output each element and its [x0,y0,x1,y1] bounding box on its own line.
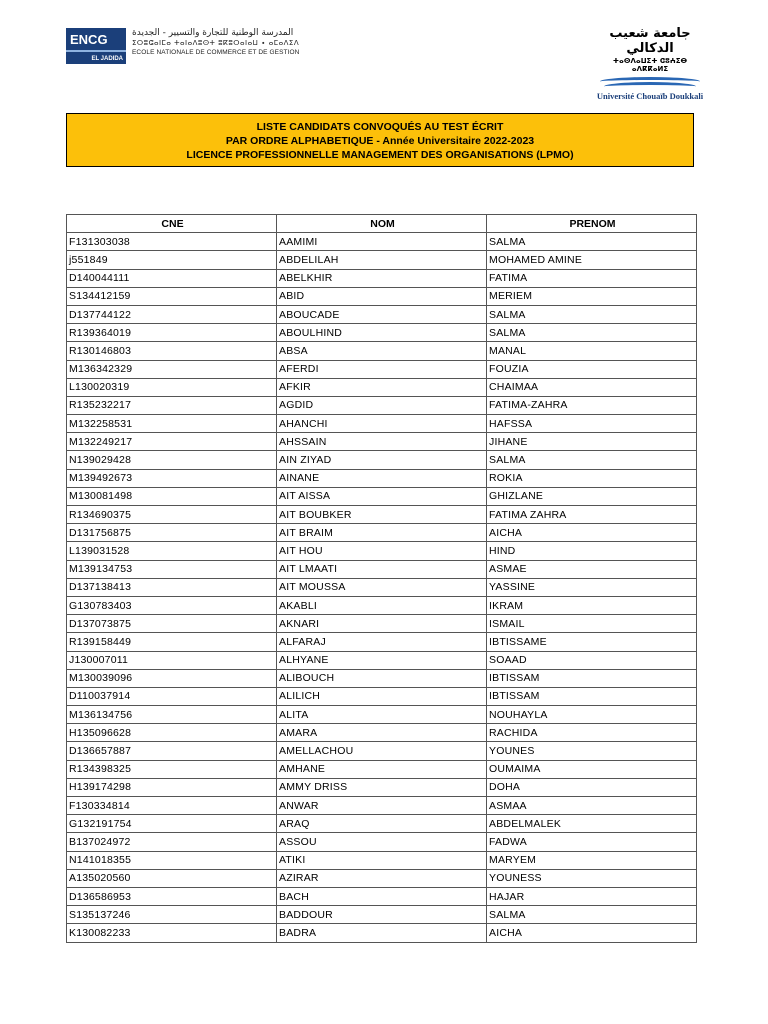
table-row [67,287,697,305]
cell-cne: D137744122 [67,305,277,323]
cell-prenom: RACHIDA [487,724,697,742]
cell-prenom: SALMA [487,305,697,323]
cell-nom: ALFARAJ [277,633,487,651]
cell-prenom: IKRAM [487,596,697,614]
cell-prenom: SALMA [487,451,697,469]
encg-logo-stripe [66,50,126,52]
cell-nom: ARAQ [277,815,487,833]
cell-nom: AIT BRAIM [277,524,487,542]
table-row [67,269,697,287]
cell-cne: H135096628 [67,724,277,742]
cell-cne: L130020319 [67,378,277,396]
cell-cne: B137024972 [67,833,277,851]
table-row [67,797,697,815]
cell-cne: M139134753 [67,560,277,578]
cell-cne: S135137246 [67,906,277,924]
cell-prenom: FATIMA-ZAHRA [487,396,697,414]
cell-prenom: IBTISSAME [487,633,697,651]
candidates-table [66,214,697,943]
table-row [67,433,697,451]
cell-cne: J130007011 [67,651,277,669]
document-title-box [66,113,694,167]
cell-prenom: JIHANE [487,433,697,451]
table-row [67,360,697,378]
cell-cne: R139364019 [67,324,277,342]
cell-nom: AAMIMI [277,233,487,251]
cell-prenom: ISMAIL [487,615,697,633]
cell-prenom: SOAAD [487,651,697,669]
cell-prenom: NOUHAYLA [487,706,697,724]
cell-prenom: ASMAE [487,560,697,578]
cell-prenom: FATIMA [487,269,697,287]
table-body [67,233,697,942]
cell-nom: ALIBOUCH [277,669,487,687]
cell-prenom: MANAL [487,342,697,360]
university-name-tifinagh: ⵜⴰⵙⴷⴰⵡⵉⵜ ⵛⵓⵄⵉⴱ ⴰⴷⴽⴽⴰⵍⵉ [612,57,688,73]
cell-prenom: ASMAA [487,797,697,815]
cell-prenom: YASSINE [487,578,697,596]
table-row [67,233,697,251]
cell-cne: D137073875 [67,615,277,633]
cell-prenom: GHIZLANE [487,487,697,505]
cell-cne: R134398325 [67,760,277,778]
table-row [67,706,697,724]
cell-cne: M136342329 [67,360,277,378]
cell-cne: D140044111 [67,269,277,287]
table-row [67,815,697,833]
cell-prenom: YOUNESS [487,869,697,887]
cell-nom: AMELLACHOU [277,742,487,760]
cell-prenom: ABDELMALEK [487,815,697,833]
cell-nom: AHSSAIN [277,433,487,451]
cell-cne: R134690375 [67,506,277,524]
encg-logo-subtext: EL JADIDA [91,56,123,62]
table-row [67,833,697,851]
table-row [67,469,697,487]
cell-prenom: AICHA [487,524,697,542]
title-line-1: LISTE CANDIDATS CONVOQUÉS AU TEST ÉCRIT [256,121,504,133]
table-row [67,887,697,905]
table-row [67,742,697,760]
cell-prenom: DOHA [487,778,697,796]
cell-prenom: IBTISSAM [487,687,697,705]
cell-nom: ABOUCADE [277,305,487,323]
cell-nom: ALHYANE [277,651,487,669]
encg-logo [66,28,126,64]
cell-prenom: FADWA [487,833,697,851]
column-header-cne: CNE [67,215,277,233]
cell-prenom: SALMA [487,324,697,342]
column-header-nom: NOM [277,215,487,233]
cell-cne: L139031528 [67,542,277,560]
cell-prenom: FOUZIA [487,360,697,378]
table-header-row [67,215,697,233]
cell-prenom: MARYEM [487,851,697,869]
cell-nom: BACH [277,887,487,905]
cell-prenom: ROKIA [487,469,697,487]
cell-nom: AIT MOUSSA [277,578,487,596]
cell-nom: BADRA [277,924,487,942]
table-row [67,578,697,596]
cell-nom: AHANCHI [277,415,487,433]
cell-cne: D136586953 [67,887,277,905]
cell-nom: AFERDI [277,360,487,378]
cell-prenom: CHAIMAA [487,378,697,396]
cell-nom: ABDELILAH [277,251,487,269]
cell-nom: AIT BOUBKER [277,506,487,524]
cell-nom: AMMY DRISS [277,778,487,796]
cell-cne: j551849 [67,251,277,269]
cell-cne: M136134756 [67,706,277,724]
cell-prenom: SALMA [487,906,697,924]
table-row [67,451,697,469]
cell-nom: ABID [277,287,487,305]
cell-cne: N139029428 [67,451,277,469]
cell-nom: AZIRAR [277,869,487,887]
cell-nom: ABSA [277,342,487,360]
table-row [67,687,697,705]
cell-cne: M130039096 [67,669,277,687]
table-row [67,487,697,505]
table-row [67,651,697,669]
table-row [67,906,697,924]
title-line-2: PAR ORDRE ALPHABETIQUE - Année Universitaire 2022-2023 [225,135,535,147]
cell-nom: ASSOU [277,833,487,851]
encg-name-arabic: المدرسة الوطنية للتجارة والتسيير - الجديدة [132,28,294,38]
cell-cne: D137138413 [67,578,277,596]
cell-nom: AIT LMAATI [277,560,487,578]
university-logo [594,26,706,101]
university-wave-emblem [594,75,706,91]
cell-nom: AMHANE [277,760,487,778]
encg-name-french: ECOLE NATIONALE DE COMMERCE ET DE GESTION [132,49,300,56]
cell-cne: R130146803 [67,342,277,360]
table-row [67,506,697,524]
cell-nom: AINANE [277,469,487,487]
table-row [67,851,697,869]
cell-nom: ABELKHIR [277,269,487,287]
cell-cne: M132258531 [67,415,277,433]
table-row [67,633,697,651]
cell-nom: ANWAR [277,797,487,815]
cell-nom: AIT AISSA [277,487,487,505]
cell-prenom: HIND [487,542,697,560]
cell-cne: M132249217 [67,433,277,451]
table-row [67,615,697,633]
cell-nom: ATIKI [277,851,487,869]
cell-nom: AMARA [277,724,487,742]
cell-nom: AIN ZIYAD [277,451,487,469]
cell-cne: D131756875 [67,524,277,542]
cell-nom: AGDID [277,396,487,414]
table-row [67,669,697,687]
cell-cne: D136657887 [67,742,277,760]
table-row [67,305,697,323]
cell-cne: R139158449 [67,633,277,651]
table-row [67,778,697,796]
cell-cne: N141018355 [67,851,277,869]
cell-nom: ABOULHIND [277,324,487,342]
encg-logo-text: ENCG [70,32,108,47]
cell-prenom: YOUNES [487,742,697,760]
cell-nom: AIT HOU [277,542,487,560]
table-row [67,542,697,560]
table-row [67,378,697,396]
cell-prenom: HAJAR [487,887,697,905]
cell-cne: A135020560 [67,869,277,887]
cell-nom: AFKIR [277,378,487,396]
cell-prenom: IBTISSAM [487,669,697,687]
table-row [67,324,697,342]
cell-cne: M139492673 [67,469,277,487]
table-row [67,596,697,614]
table-row [67,342,697,360]
table-row [67,924,697,942]
cell-cne: G132191754 [67,815,277,833]
table-row [67,560,697,578]
column-header-prenom: PRENOM [487,215,697,233]
cell-prenom: SALMA [487,233,697,251]
encg-name-block [132,28,312,58]
table-row [67,396,697,414]
table-row [67,724,697,742]
table-row [67,524,697,542]
cell-prenom: AICHA [487,924,697,942]
cell-cne: S134412159 [67,287,277,305]
cell-prenom: HAFSSA [487,415,697,433]
cell-prenom: MERIEM [487,287,697,305]
cell-prenom: FATIMA ZAHRA [487,506,697,524]
university-name-french: Université Chouaïb Doukkali [596,91,704,101]
cell-cne: F130334814 [67,797,277,815]
cell-prenom: MOHAMED AMINE [487,251,697,269]
table-row [67,760,697,778]
table-row [67,869,697,887]
cell-nom: ALILICH [277,687,487,705]
cell-cne: M130081498 [67,487,277,505]
cell-nom: AKABLI [277,596,487,614]
table-row [67,415,697,433]
university-name-arabic: جامعة شعيب الدكالي [609,26,691,56]
table-row [67,251,697,269]
cell-cne: H139174298 [67,778,277,796]
cell-nom: AKNARI [277,615,487,633]
cell-cne: G130783403 [67,596,277,614]
cell-cne: R135232217 [67,396,277,414]
cell-cne: F131303038 [67,233,277,251]
encg-name-tifinagh: ⵉⵔⵓⵛⴰⵏⵎⴰ ⵜⴰⵏⴰⴷⵓⵙⵜ ⵓⴽⵓⵔⴰⵏⴰⵡ ∙ ⴰⵎⴰⴷⵉⴷ [132,39,300,47]
cell-nom: BADDOUR [277,906,487,924]
cell-cne: D110037914 [67,687,277,705]
cell-prenom: OUMAIMA [487,760,697,778]
title-line-3: LICENCE PROFESSIONNELLE MANAGEMENT DES ORGANISATIONS (LPMO) [186,149,574,161]
cell-cne: K130082233 [67,924,277,942]
cell-nom: ALITA [277,706,487,724]
